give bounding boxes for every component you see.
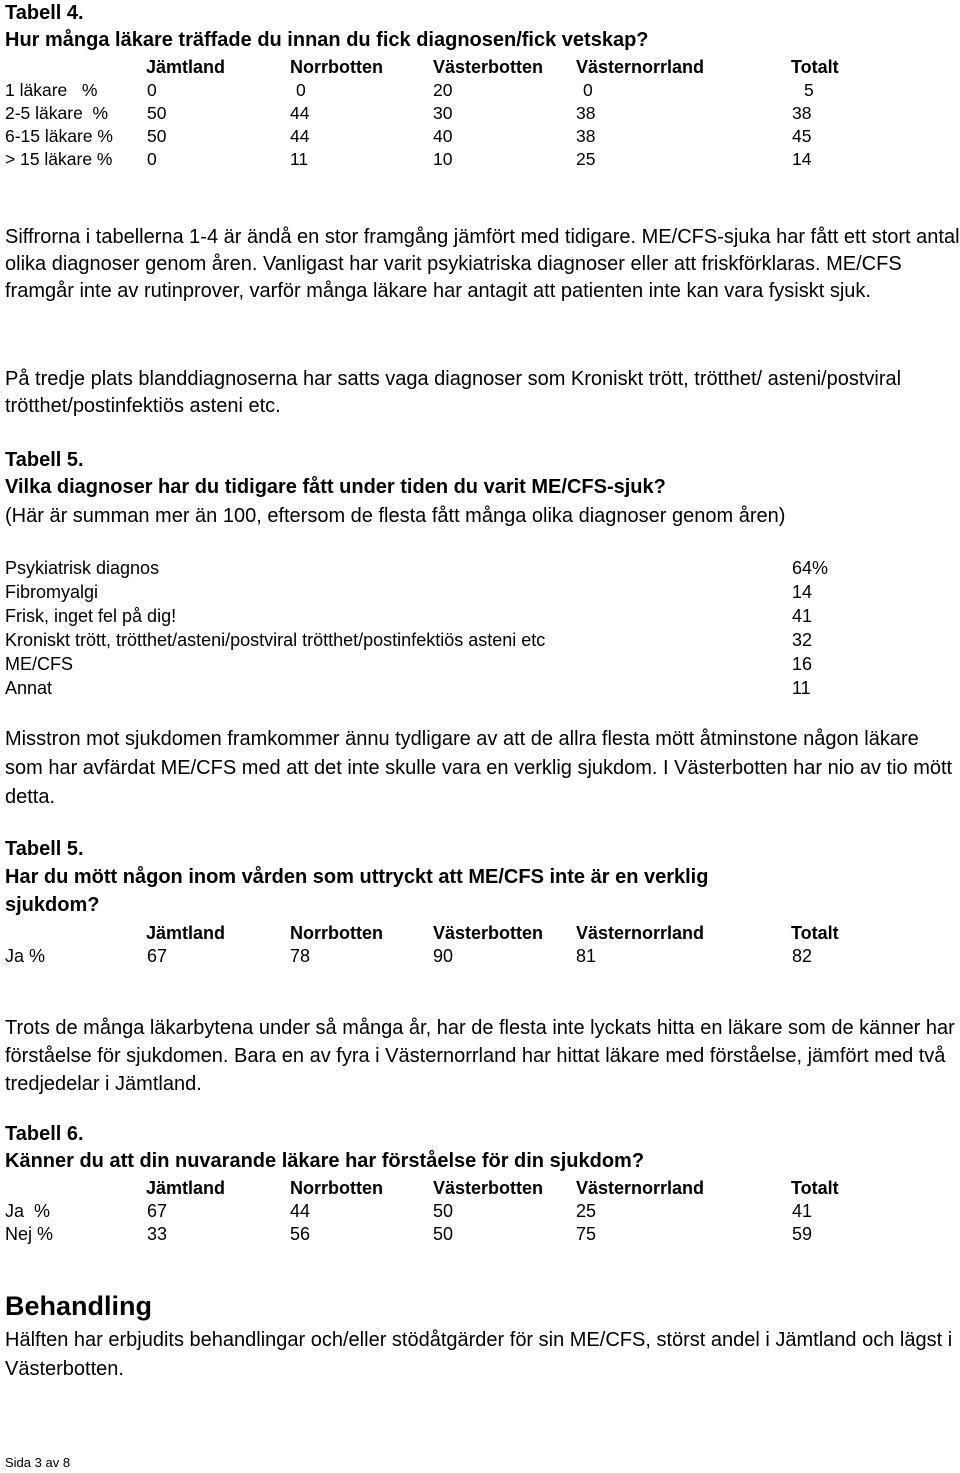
- table6-header-norrbotten: Norrbotten: [290, 1178, 383, 1198]
- cell-totalt: 5: [804, 80, 814, 100]
- cell-totalt: 41: [792, 1201, 813, 1221]
- table5b-header-jamtland: Jämtland: [146, 923, 226, 943]
- table6-title: Känner du att din nuvarande läkare har förståelse för din sjukdom?: [5, 1150, 645, 1172]
- row-label: 6-15 läkare %: [5, 126, 113, 146]
- cell-vasternorrland: 0: [583, 80, 593, 100]
- cell-vasterbotten: 40: [433, 126, 453, 146]
- table6-label: Tabell 6.: [5, 1123, 84, 1145]
- cell-jamtland: 33: [147, 1224, 168, 1244]
- table4-header-jamtland: Jämtland: [146, 57, 226, 77]
- cell-jamtland: 67: [147, 1201, 168, 1221]
- cell-vasterbotten: 10: [433, 149, 453, 169]
- diagnosis-label: ME/CFS: [5, 654, 74, 674]
- cell-norrbotten: 44: [290, 126, 310, 146]
- diagnosis-value: 64%: [792, 558, 829, 578]
- diagnosis-label: Psykiatrisk diagnos: [5, 558, 160, 578]
- table5b-header-norrbotten: Norrbotten: [290, 923, 383, 943]
- cell-norrbotten: 44: [290, 103, 310, 123]
- row-label: 2-5 läkare %: [5, 103, 109, 123]
- cell-vasterbotten: 50: [433, 1201, 454, 1221]
- table5a-note: (Här är summan mer än 100, eftersom de flesta fått många olika diagnoser genom åren): [5, 505, 786, 527]
- row-label: Ja %: [5, 946, 46, 966]
- diagnosis-value: 32: [792, 630, 813, 650]
- cell-norrbotten: 44: [290, 1201, 311, 1221]
- diagnosis-label: Annat: [5, 678, 53, 698]
- table4-header-vasterbotten: Västerbotten: [433, 57, 544, 77]
- table6-header-totalt: Totalt: [791, 1178, 839, 1198]
- cell-norrbotten: 11: [290, 149, 309, 169]
- paragraph-behandling: Hälften har erbjudits behandlingar och/eller stödåtgärder för sin ME/CFS, störst andel i Jämtland och lägst i Västerbotten.: [5, 1329, 953, 1380]
- table4-header-norrbotten: Norrbotten: [290, 57, 383, 77]
- row-label: Ja %: [5, 1201, 51, 1221]
- cell-jamtland: 0: [147, 80, 157, 100]
- table6-header-jamtland: Jämtland: [146, 1178, 226, 1198]
- table4-title: Hur många läkare träffade du innan du fick diagnosen/fick vetskap?: [5, 29, 649, 51]
- cell-totalt: 14: [792, 149, 812, 169]
- cell-totalt: 45: [792, 126, 812, 146]
- cell-vasternorrland: 75: [576, 1224, 597, 1244]
- cell-vasterbotten: 90: [433, 946, 454, 966]
- table4-label: Tabell 4.: [5, 2, 84, 24]
- page-number-footer: Sida 3 av 8: [5, 1455, 71, 1470]
- diagnosis-value: 11: [792, 678, 811, 698]
- paragraph-misstron: Misstron mot sjukdomen framkommer ännu tydligare av att de allra flesta mött åtminstone någon läkare som har avfärdat ME/CFS med att det inte skulle vara en verklig sjukdom. I Västerbotten har nio av tio mött detta.: [5, 728, 953, 808]
- cell-jamtland: 50: [147, 103, 167, 123]
- cell-totalt: 82: [792, 946, 813, 966]
- cell-vasternorrland: 38: [576, 103, 596, 123]
- paragraph-tredje-plats: På tredje plats blanddiagnoserna har satts vaga diagnoser som Kroniskt trött, trötthet/ asteni/postviral trötthet/postinfektiös asteni etc.: [5, 368, 902, 417]
- diagnosis-value: 41: [792, 606, 813, 626]
- row-label: > 15 läkare %: [5, 149, 113, 169]
- paragraph-siffrorna: Siffrorna i tabellerna 1-4 är ändå en stor framgång jämfört med tidigare. ME/CFS-sjuka har fått ett stort antal olika diagnoser genom åren. Vanligast har varit psykiatriska diagnoser eller att friskförklaras. ME/CFS framgår inte av rutinprover, varför många läkare har antagit att patienten inte kan vara fysiskt sjuk.: [5, 226, 960, 302]
- row-label: 1 läkare %: [5, 80, 98, 100]
- cell-norrbotten: 56: [290, 1224, 311, 1244]
- paragraph-trots: Trots de många läkarbytena under så många år, har de flesta inte lyckats hitta en läkare som de känner har förståelse för sjukdomen. Bara en av fyra i Västernorrland har hittat läkare med förståelse, jämfört med två tredjedelar i Jämtland.: [5, 1017, 955, 1095]
- diagnosis-label: Kroniskt trött, trötthet/asteni/postviral trötthet/postinfektiös asteni etc: [5, 630, 546, 650]
- cell-vasternorrland: 25: [576, 149, 596, 169]
- table5b-title-line2: sjukdom?: [5, 894, 100, 916]
- cell-vasterbotten: 30: [433, 103, 453, 123]
- cell-jamtland: 67: [147, 946, 168, 966]
- cell-totalt: 59: [792, 1224, 813, 1244]
- table5b-title-line1: Har du mött någon inom vården som uttryckt att ME/CFS inte är en verklig: [5, 866, 709, 888]
- cell-jamtland: 0: [147, 149, 157, 169]
- table5b-header-totalt: Totalt: [791, 923, 839, 943]
- table4-header-totalt: Totalt: [791, 57, 839, 77]
- diagnosis-label: Fibromyalgi: [5, 582, 99, 602]
- table6-header-vasternorrland: Västernorrland: [576, 1178, 705, 1198]
- cell-vasternorrland: 38: [576, 126, 596, 146]
- cell-norrbotten: 78: [290, 946, 311, 966]
- diagnosis-label: Frisk, inget fel på dig!: [5, 606, 177, 626]
- section-heading-behandling: Behandling: [5, 1291, 152, 1321]
- table6-header-vasterbotten: Västerbotten: [433, 1178, 544, 1198]
- table5a-label: Tabell 5.: [5, 449, 84, 471]
- diagnosis-value: 14: [792, 582, 813, 602]
- table5b-label: Tabell 5.: [5, 838, 84, 860]
- cell-vasternorrland: 81: [576, 946, 597, 966]
- cell-vasternorrland: 25: [576, 1201, 597, 1221]
- cell-totalt: 38: [792, 103, 812, 123]
- cell-norrbotten: 0: [296, 80, 306, 100]
- cell-vasterbotten: 20: [433, 80, 453, 100]
- row-label: Nej %: [5, 1224, 54, 1244]
- cell-vasterbotten: 50: [433, 1224, 454, 1244]
- table5b-header-vasterbotten: Västerbotten: [433, 923, 544, 943]
- table5a-title: Vilka diagnoser har du tidigare fått under tiden du varit ME/CFS-sjuk?: [5, 476, 666, 498]
- table5b-header-vasternorrland: Västernorrland: [576, 923, 705, 943]
- table4-header-vasternorrland: Västernorrland: [576, 57, 705, 77]
- diagnosis-value: 16: [792, 654, 813, 674]
- cell-jamtland: 50: [147, 126, 167, 146]
